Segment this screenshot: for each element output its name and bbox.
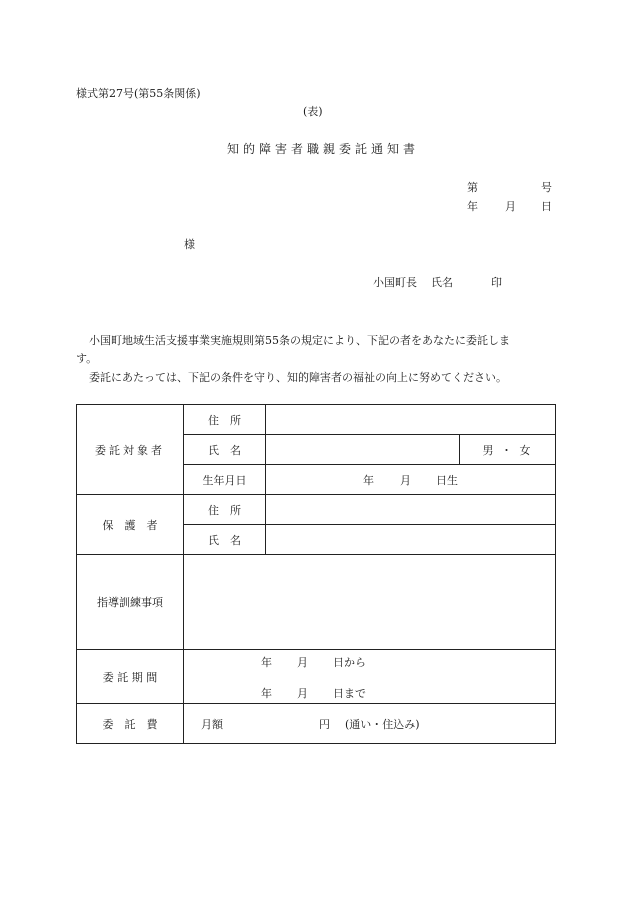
body-paragraph-1-line-2: す。: [76, 352, 98, 365]
guidance-label: 指導訓練事項: [97, 596, 163, 609]
guardian-address-label: 住 所: [208, 503, 241, 517]
date-month: 月: [505, 200, 516, 213]
birth-month: 月: [400, 473, 411, 487]
subject-label: [77, 405, 183, 494]
subject-name-field[interactable]: [266, 435, 459, 464]
fee-label: 委 託 費: [102, 717, 158, 731]
period-to-day: 日まで: [333, 687, 366, 700]
issuer-seal: 印: [491, 276, 502, 289]
subject-label-text: 委託対象者: [95, 443, 165, 457]
form-side-label: (表): [303, 105, 323, 118]
birth-year: 年: [363, 473, 374, 487]
number-suffix: 号: [541, 181, 552, 194]
commission-table: [76, 404, 556, 744]
subject-address-label: 住 所: [208, 413, 241, 427]
period-label: 委 託 期 間: [102, 670, 158, 684]
subject-name-label: 氏 名: [208, 443, 241, 457]
fee-monthly-label: 月額: [201, 717, 223, 731]
number-prefix: 第: [467, 181, 478, 194]
fee-field[interactable]: [184, 704, 555, 743]
guardian-name-field[interactable]: [266, 525, 555, 554]
guardian-name-label: 氏 名: [208, 533, 241, 547]
guardian-address-field[interactable]: [266, 495, 555, 524]
subject-birth-label: 生年月日: [202, 473, 247, 487]
document-title: 知的障害者職親委託通知書: [227, 142, 420, 156]
period-to-month: 月: [297, 687, 308, 700]
body-paragraph-1-line-1: 小国町地域生活支援事業実施規則第55条の規定により、下記の者をあなたに委託しま: [89, 334, 510, 347]
form-number: 様式第27号(第55条関係): [76, 87, 201, 100]
body-paragraph-2: 委託にあたっては、下記の条件を守り、知的障害者の福祉の向上に努めてください。: [89, 371, 507, 384]
date-day: 日: [541, 200, 552, 213]
subject-address-field[interactable]: [266, 405, 555, 434]
guardian-label: 保 護 者: [102, 518, 158, 532]
period-from-year: 年: [261, 656, 272, 669]
period-to-year: 年: [261, 687, 272, 700]
guidance-field[interactable]: [184, 555, 555, 649]
fee-note: (通い・住込み): [345, 717, 420, 731]
subject-sex-options[interactable]: 男 ・ 女: [482, 443, 533, 457]
date-year: 年: [467, 200, 478, 213]
period-field[interactable]: [184, 650, 555, 703]
subject-birth-field[interactable]: [266, 465, 555, 494]
period-from-month: 月: [297, 656, 308, 669]
period-from-day: 日から: [333, 656, 366, 669]
birth-day: 日生: [436, 473, 458, 487]
fee-yen: 円: [319, 717, 330, 731]
issuer-name-label: 氏名: [431, 276, 453, 289]
issuer-title: 小国町長: [373, 276, 417, 289]
addressee-honorific: 様: [184, 238, 195, 251]
